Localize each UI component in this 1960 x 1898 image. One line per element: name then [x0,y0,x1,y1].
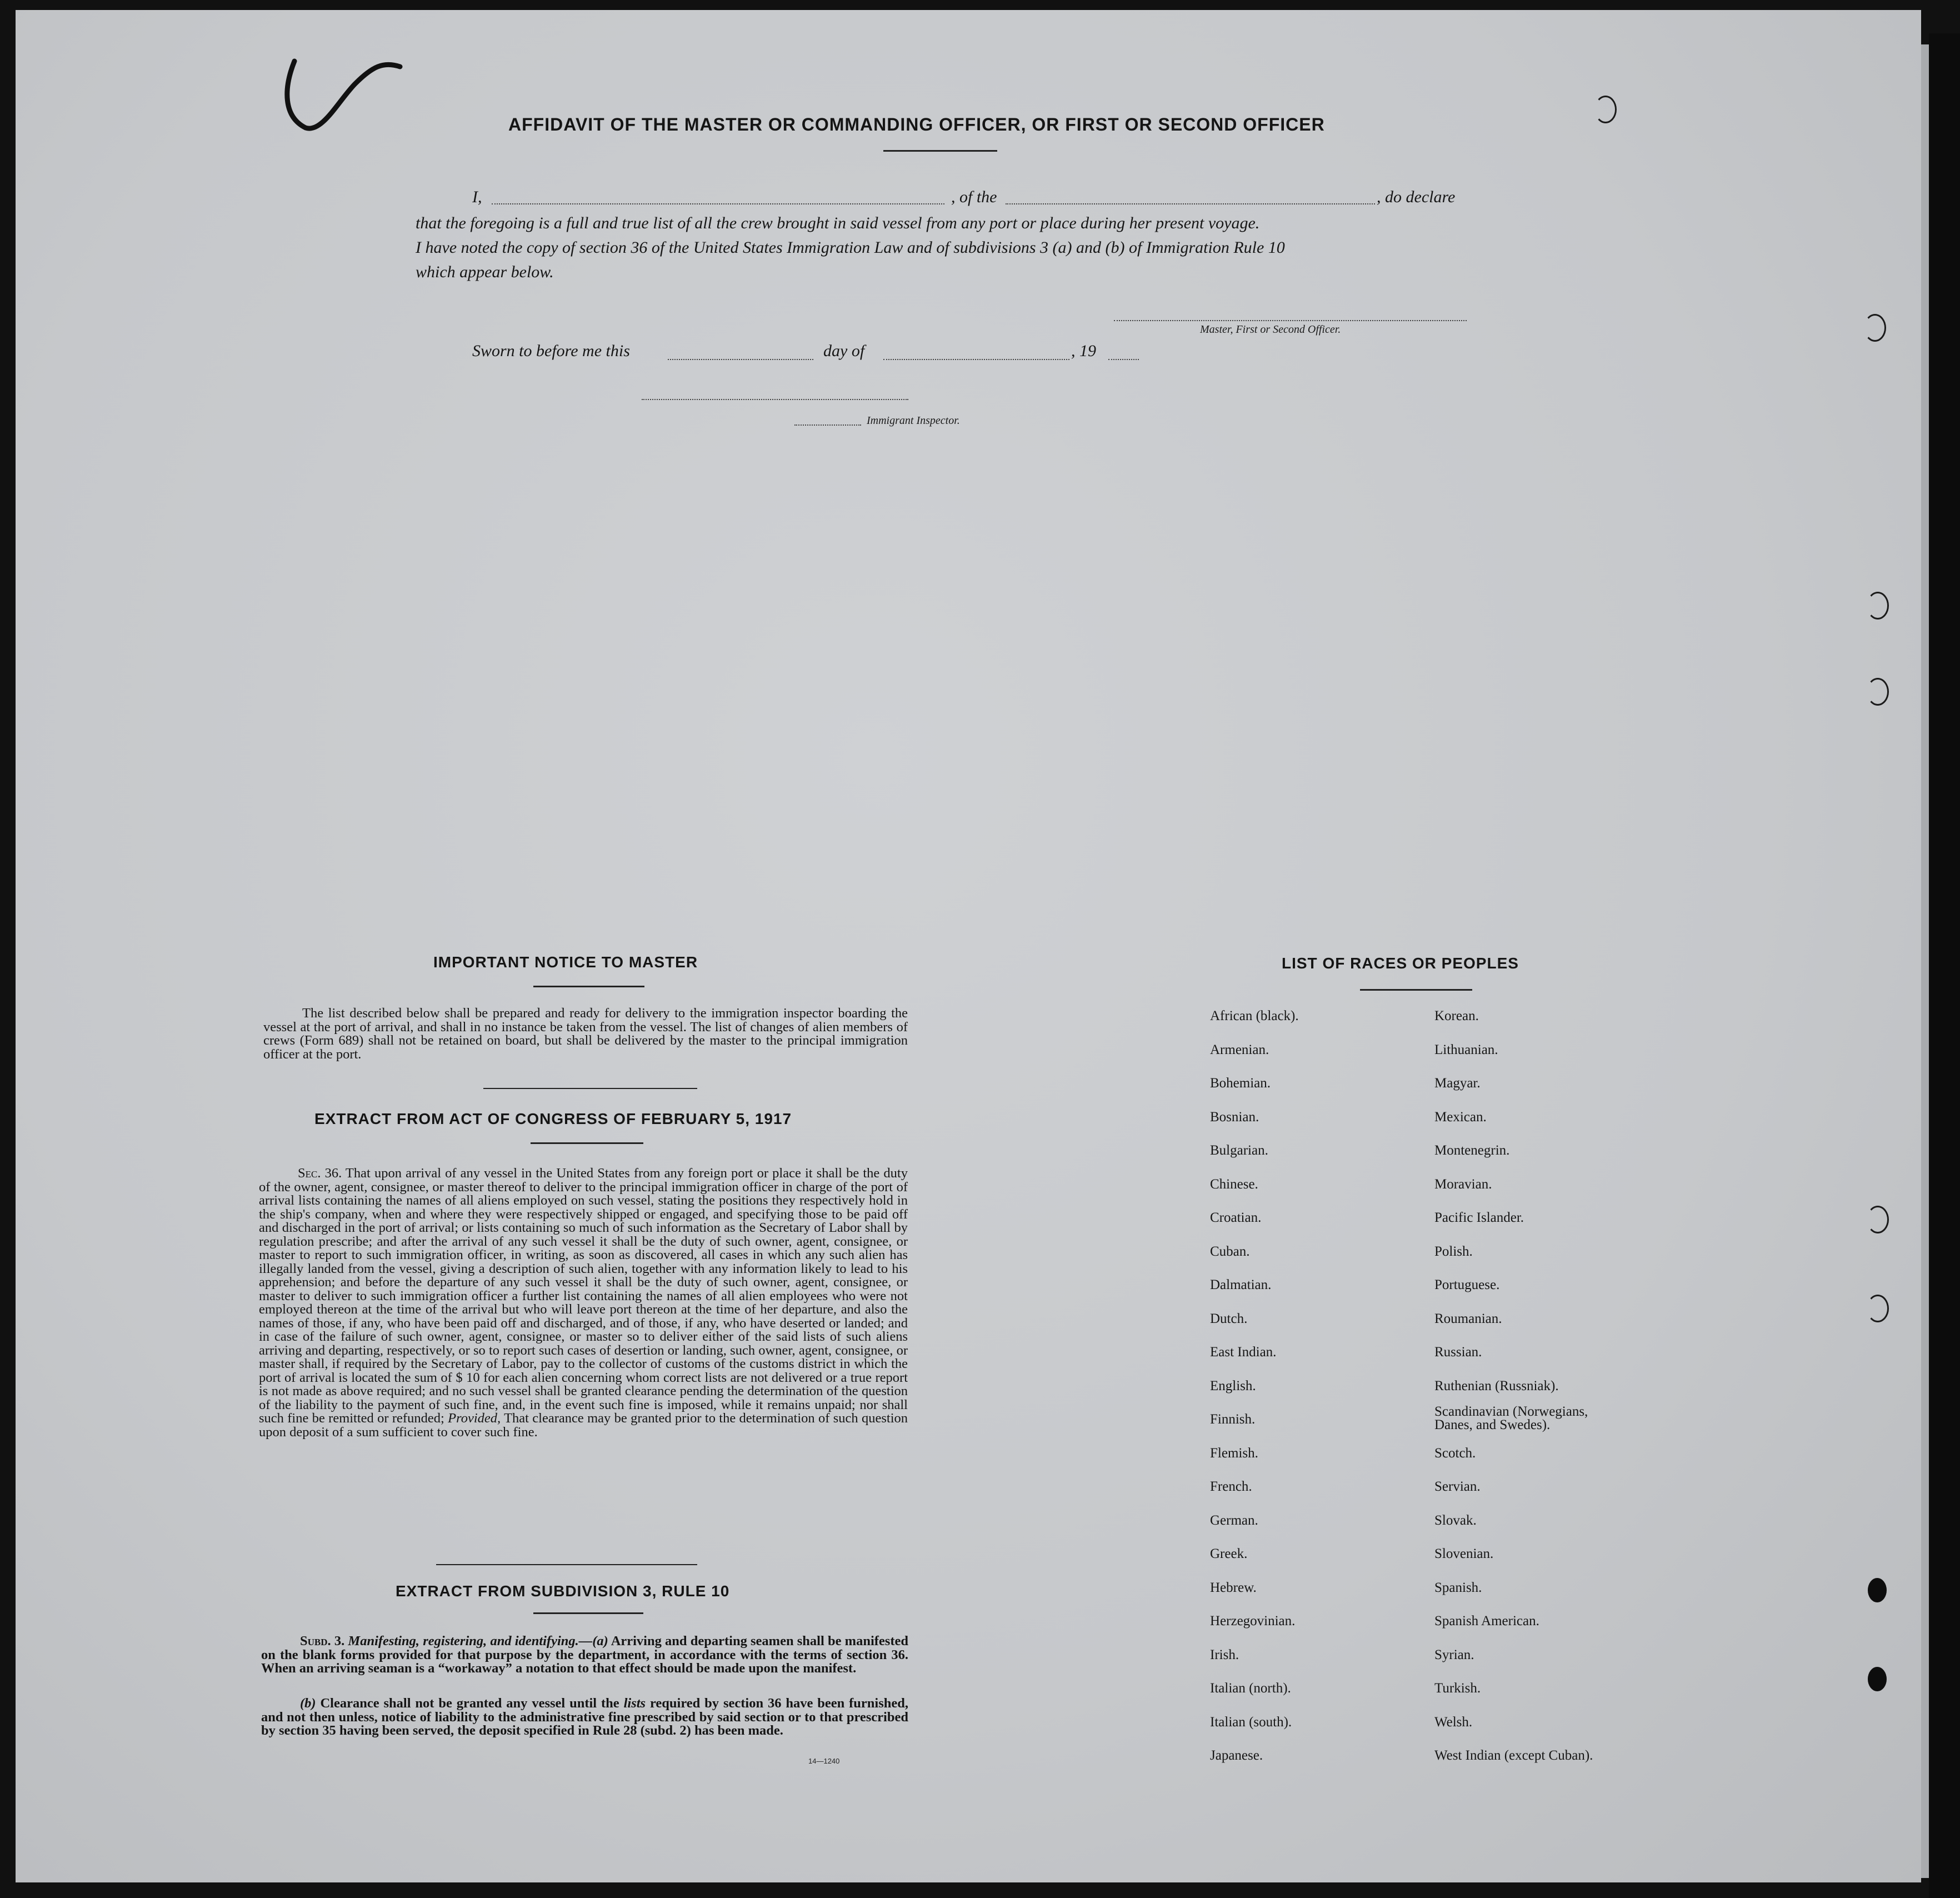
race-item: Spanish. [1434,1580,1482,1595]
race-item: German. [1210,1512,1258,1528]
affidavit-line-4: which appear below. [416,263,554,281]
race-item: Portuguese. [1434,1277,1500,1292]
sworn-month-field[interactable] [883,359,1069,360]
race-item: Scotch. [1434,1445,1476,1461]
race-item: Servian. [1434,1479,1481,1494]
section-divider [483,1088,697,1089]
notice-text: The list described below shall be prepared and ready for delivery to the immigration inspector boarding the vessel at the port of arrival, and shall in no instance be taken from the vessel. The list of changes of alien members of crews (Form 689) shall not be retained on board, but shall be delivered by the master to the principal immigration officer at the port. [263,1006,908,1062]
race-item: Lithuanian. [1434,1042,1498,1057]
race-item: Polish. [1434,1243,1473,1259]
inspector-signature-field[interactable] [642,399,908,400]
signature-caption: Master, First or Second Officer. [1200,323,1341,336]
do-declare-label: , do declare [1377,188,1456,206]
race-item: Moravian. [1434,1176,1492,1192]
notice-heading: IMPORTANT NOTICE TO MASTER [433,953,698,971]
punch-hole [1867,1206,1889,1233]
race-item: Pacific Islander. [1434,1210,1524,1225]
officer-signature-field[interactable] [1114,320,1467,321]
race-item: French. [1210,1479,1252,1494]
race-item: Italian (south). [1210,1714,1292,1730]
race-item: Roumanian. [1434,1311,1502,1326]
race-item: West Indian (except Cuban). [1434,1748,1593,1763]
title-underline [883,150,997,152]
race-item: Mexican. [1434,1109,1487,1125]
form-number: 14—1240 [808,1757,840,1765]
race-item: Welsh. [1434,1714,1473,1730]
inspector-caption: Immigrant Inspector. [867,414,960,427]
rule-text-b [261,1697,908,1738]
vessel-field[interactable] [1006,203,1375,204]
punch-hole [1864,314,1886,342]
race-item: Hebrew. [1210,1580,1257,1595]
subd-label: Subd. 3. [300,1634,345,1649]
act-heading: EXTRACT FROM ACT OF CONGRESS OF FEBRUARY 5, 1917 [314,1110,792,1127]
race-item: Herzegovinian. [1210,1614,1296,1629]
race-item: Montenegrin. [1434,1143,1510,1158]
race-item: Irish. [1210,1647,1239,1662]
race-item: Bulgarian. [1210,1143,1268,1158]
race-item: Syrian. [1434,1647,1474,1662]
race-item: Bosnian. [1210,1109,1259,1125]
race-item: Turkish. [1434,1681,1481,1696]
race-item: Magyar. [1434,1076,1481,1091]
section-divider [436,1564,697,1565]
name-field[interactable] [492,203,944,204]
year-label: , 19 [1071,342,1096,360]
sworn-year-field[interactable] [1108,359,1139,360]
affidavit-i-label: I, [472,188,482,206]
race-item: Finnish. [1210,1412,1256,1427]
document-page [16,10,1921,1882]
affidavit-line-2: that the foregoing is a full and true list of all the crew brought in said vessel from any port or place during her present voyage. [416,214,1260,232]
handwritten-check-mark [272,50,417,139]
act-text [259,1167,908,1439]
race-item: Flemish. [1210,1445,1258,1461]
race-item: Greek. [1210,1546,1248,1561]
race-item: Ruthenian (Russniak). [1434,1378,1559,1393]
punch-hole [1594,96,1617,123]
race-item: African (black). [1210,1008,1299,1023]
day-of-label: day of [823,342,865,360]
page-edge [1921,44,1929,1878]
race-item: Italian (north). [1210,1681,1291,1696]
provided-body: That clearance may be granted prior to the determination of such question upon deposit of a sum sufficient to cover such fine. [259,1411,908,1440]
race-item: Russian. [1434,1345,1482,1360]
race-item: Japanese. [1210,1748,1263,1763]
scan-background [1929,33,1960,1898]
rule-underline [533,1612,643,1614]
provided-label: Provided, [448,1411,501,1426]
punch-hole [1868,1578,1887,1602]
race-item: East Indian. [1210,1345,1277,1360]
sworn-day-field[interactable] [668,359,813,360]
rule-heading: EXTRACT FROM SUBDIVISION 3, RULE 10 [396,1582,730,1600]
subd-a-body: Arriving and departing seamen shall be manifested on the blank forms provided for that purpose by the department, in accordance with the terms of section 36. When an arriving seaman is a “workaway” a notation to that effect should be made upon the manifest. [261,1634,908,1676]
race-item: Armenian. [1210,1042,1269,1057]
affidavit-line-3: I have noted the copy of section 36 of the United States Immigration Law and of subdivisions 3 (a) and (b) of Immigration Rule 10 [416,238,1285,257]
section-36-label: Sec. 36. [298,1166,342,1181]
race-item: Bohemian. [1210,1076,1271,1091]
race-item: Scandinavian (Norwegians, Danes, and Swedes). [1434,1404,1588,1432]
races-underline [1360,989,1472,991]
punch-hole [1867,678,1889,706]
race-item: Croatian. [1210,1210,1262,1225]
subd-b-body-2: required by section 36 have been furnished, and not then unless, notice of liability to the administrative fine prescribed by said section or to that prescribed by section 35 having been served, the deposit specified in Rule 28 (subd. 2) has been made. [261,1696,909,1738]
affidavit-title: AFFIDAVIT OF THE MASTER OR COMMANDING OFFICER, OR FIRST OR SECOND OFFICER [508,114,1325,134]
act-underline [531,1142,643,1144]
race-item: Dalmatian. [1210,1277,1272,1292]
rule-text-a [261,1635,908,1676]
race-item: Slovak. [1434,1512,1477,1528]
subd-b-label: (b) [300,1696,316,1711]
section-36-body: That upon arrival of any vessel in the United States from any foreign port or place it shall be the duty of the owner, agent, consignee, or master thereof to deliver to the principal immigration officer in charge of the port of arrival lists containing the names of all aliens employed on such vessel, stating the positions they respectively hold in the ship's company, when and where they were respectively shipped or engaged, and specifying those to be paid off and discharged in the port of arrival; or lists containing so much of such information as the Secretary of Labor shall by regulation prescribe; and after the arrival of any such vessel it shall be the duty of such owner, agent, consignee, or master to report to such immigration officer, in writing, as soon as discovered, all cases in which any such alien has illegally landed from the vessel, giving a description of such alien, together with any information likely to lead to his apprehension; and before the departure of any such vessel it shall be the duty of such owner, agent, consignee, or master to deliver to such immigration officer a further list containing the names of all alien employees who were not employed thereon at the time of the arrival but who will leave port thereon at the time of her departure, and also the names of those, if any, who have been paid off and discharged, and of those, if any, who have deserted or landed; and in case of the failure of such owner, agent, consignee, or master so to deliver either of the said lists of such aliens arriving and departing, respectively, or so to report such cases of desertion or landing, such owner, agent, consignee, or master shall, if required by the Secretary of Labor, pay to the collector of customs of the customs district in which the port of arrival is located the sum of $ 10 for each alien concerning whom correct lists are not delivered or a true report is not made as above required; and no such vessel shall be granted clearance pending the determination of the question of the liability to the payment of such fine, and, in the event such fine is imposed, while it remains unpaid; nor shall such fine be remitted or refunded; [259,1166,908,1426]
inspector-short-line [794,424,861,426]
race-item: Slovenian. [1434,1546,1494,1561]
race-item: Dutch. [1210,1311,1248,1326]
notice-underline [533,986,644,987]
race-item: Spanish American. [1434,1614,1539,1629]
race-item: Chinese. [1210,1176,1258,1192]
race-item: Korean. [1434,1008,1479,1023]
sworn-label: Sworn to before me this [472,342,630,360]
punch-hole [1867,592,1889,620]
subd-b-body-1: Clearance shall not be granted any vessel until the [320,1696,619,1711]
race-item: English. [1210,1378,1256,1393]
punch-hole [1868,1667,1887,1691]
lists-word: lists [623,1696,646,1711]
subd-title: Manifesting, registering, and identifying.—(a) [348,1634,608,1649]
of-the-label: , of the [951,188,997,206]
punch-hole [1867,1295,1889,1322]
race-item: Cuban. [1210,1243,1250,1259]
races-heading: LIST OF RACES OR PEOPLES [1282,955,1519,972]
